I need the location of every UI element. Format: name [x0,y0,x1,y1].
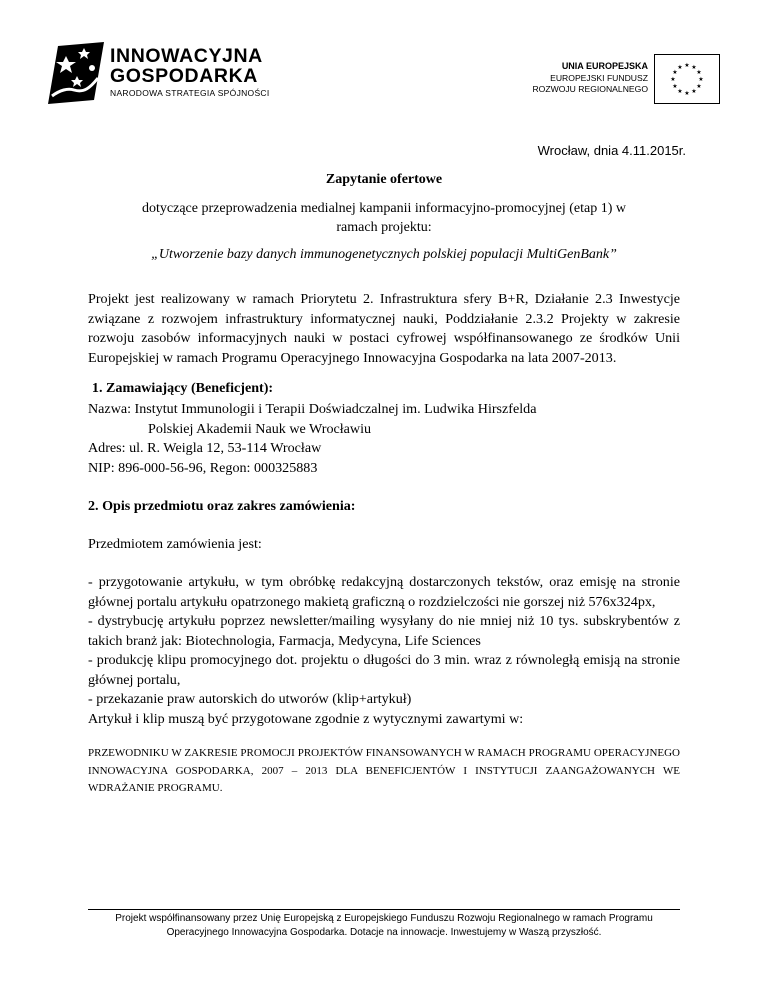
svg-text:★: ★ [696,83,702,90]
article-requirements-text: Artykuł i klip muszą być przygotowane zgodnie z wytycznymi zawartymi w: [88,711,524,727]
document-title: Zapytanie ofertowe [325,172,443,187]
list-item: - dystrybucję artykułu poprzez newsletter/mailing wysyłany do nie mniej niż 10 tys. subskrybentów z takich branż jak: Biotechnologia, Farmacja, Medycyna, Life Sciences [88,613,680,649]
authority-nip: NIP: 896-000-56-96, Regon: 000325883 [88,459,318,476]
ig-logo-line2: GOSPODARKA [110,65,258,87]
section2-heading: 2. Opis przedmiotu oraz zakres zamówienia: [88,498,356,514]
authority-name-line2: Polskiej Akademii Nauk we Wrocławiu [148,420,372,437]
page-footer [80,912,688,940]
eu-flag-icon [654,54,720,104]
svg-text:★: ★ [672,69,678,76]
guidelines-reference: PRZEWODNIKU W ZAKRESIE PROMOCJI PROJEKTÓW FINANSOWANYCH W RAMACH PROGRAMU OPERACYJNEGO INNOWACYJNA GOSPODARKA, 2007 – 2013 DLA BENEFICJENTÓW I INSTYTUCJI ZAANGAŻOWANYCH WE WDRAŻANIE PROGRAMU. [88,747,680,794]
list-item: - produkcję klipu promocyjnego dot. projektu o długości do 3 min. wraz z równoległą emisją na stronie głównej portalu, [88,652,680,688]
svg-text:★: ★ [672,83,678,90]
svg-text:★: ★ [684,62,690,69]
unia-europejska-logo [508,54,720,104]
ue-logo-line2: EUROPEJSKI FUNDUSZ [550,72,648,83]
innowacyjna-gospodarka-logo [44,42,294,110]
footer-line1: Projekt współfinansowany przez Unię Europejską z Europejskiego Funduszu Rozwoju Regionalnego w ramach Programu [115,913,653,924]
svg-text:★: ★ [698,76,704,83]
list-item: - przygotowanie artykułu, w tym obróbkę redakcyjną dostarczonych tekstów, oraz emisję na stronie głównej portalu artykułu opatrzonego makietą graficzną o rozdzielczości nie gorszej niż 576x324px, [88,574,680,610]
svg-text:★: ★ [691,88,697,95]
subject-line2: ramach projektu: [336,220,432,235]
section1-heading-text: 1. Zamawiający (Beneficjent): [106,379,680,399]
authority-name-line1: Nazwa: Instytut Immunologii i Terapii Doświadczalnej im. Ludwika Hirszfelda [88,401,537,417]
innowacyjna-gospodarka-emblem-icon [44,42,106,108]
footer-divider [88,909,680,910]
subject-line1: dotyczące przeprowadzenia medialnej kampanii informacyjno-promocyjnej (etap 1) w [142,201,626,216]
order-subject-intro: Przedmiotem zamówienia jest: [88,536,262,552]
contracting-authority-info [88,400,680,478]
section1-heading [88,379,680,399]
svg-text:★: ★ [691,64,697,71]
document-subject [88,199,680,237]
project-intro-paragraph: Projekt jest realizowany w ramach Priorytetu 2. Infrastruktura sfery B+R, Działanie 2.3 Inwestycje związane z rozwojem infrastruktury informatycznej nauki, Poddziałanie 2.3.2 Projekty w zakresie rozwoju zasobów informacyjnych nauki w postaci cyfrowej współfinansowanego ze środków Unii Europejskiej w ramach Programu Operacyjnego Innowacyjna Gospodarka na lata 2007-2013. [88,291,680,366]
place-and-date: Wrocław, dnia 4.11.2015r. [537,143,686,158]
order-scope-list [88,573,680,710]
ue-logo-line1: UNIA EUROPEJSKA [561,61,648,71]
svg-text:★: ★ [677,88,683,95]
ig-logo-line3: NARODOWA STRATEGIA SPÓJNOŚCI [110,88,270,98]
list-item: - przekazanie praw autorskich do utworów (klip+artykuł) [88,691,412,707]
authority-address: Adres: ul. R. Weigla 12, 53-114 Wrocław [88,440,322,456]
svg-text:★: ★ [677,64,683,71]
svg-text:★: ★ [696,69,702,76]
ig-logo-line1: INNOWACYJNA [110,45,263,67]
ue-logo-line3: ROZWOJU REGIONALNEGO [532,84,648,94]
project-name: „Utworzenie bazy danych immunogenetycznych polskiej populacji MultiGenBank” [151,247,617,262]
svg-text:★: ★ [684,90,690,97]
svg-text:★: ★ [670,76,676,83]
footer-line2: Operacyjnego Innowacyjna Gospodarka. Dotacje na innowacje. Inwestujemy w Waszą przyszłość. [166,927,602,938]
